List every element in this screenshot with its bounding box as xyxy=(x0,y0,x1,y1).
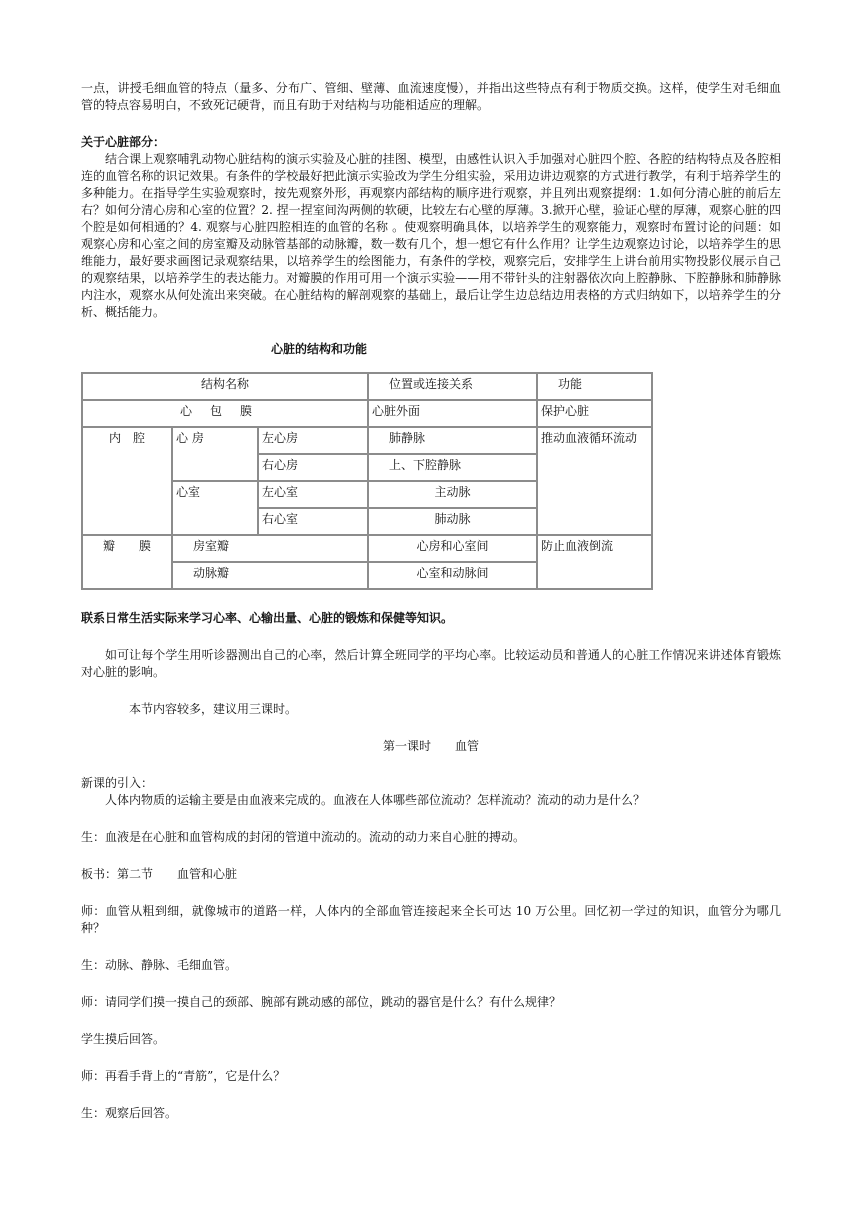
chamber-group-label: 内 腔 xyxy=(82,427,172,535)
header-function: 功能 xyxy=(537,373,652,400)
pericardium-name: 心包膜 xyxy=(179,404,270,418)
chamber-name: 右心房 xyxy=(258,454,368,481)
lesson-note: 本节内容较多，建议用三课时。 xyxy=(129,702,298,716)
intro-label: 新课的引入： xyxy=(81,776,154,790)
dialogue-line: 生：观察后回答。 xyxy=(81,1106,178,1120)
dialogue-line: 生：血液是在心脏和血管构成的封闭的管道中流动的。流动的动力来自心脏的搏动。 xyxy=(81,830,526,844)
dialogue-line: 师：请同学们摸一摸自己的颈部、腕部有跳动感的部位，跳动的器官是什么？有什么规律？ xyxy=(81,995,562,1009)
chamber-function: 推动血液循环流动 xyxy=(537,427,652,535)
daily-life-body: 如可让每个学生用听诊器测出自己的心率，然后计算全班同学的平均心率。比较运动员和普通人的心脏工作情况来讲述体育锻炼对心脏的影响。 xyxy=(81,648,781,679)
heart-section-heading: 关于心脏部分： xyxy=(81,135,166,149)
header-position: 位置或连接关系 xyxy=(368,373,537,400)
table-header-row xyxy=(82,373,652,400)
heart-section-body: 结合课上观察哺乳动物心脏结构的演示实验及心脏的挂图、模型，由感性认识入手加强对心脏四个腔、各腔的结构特点及各腔相连的血管名称的识记效果。有条件的学校最好把此演示实验改为学生分组实验，采用边讲边观察的方式进行教学，有利于培养学生的多种能力。在指导学生实验观察时，按先观察外形，再观察内部结构的顺序进行观察，并且列出观察提纲：1.如何分清心脏的前后左右？如何分清心房和心室的位置？2. 捏一捏室间沟两侧的软硬，比较左右心壁的厚薄。3.掀开心壁，验证心壁的厚薄，观察心脏的四个腔是如何相通的？4. 观察与心脏四腔相连的血管的名称 。使观察明确具体，以培养学生的观察能力，观察时布置讨论的问题：如观察心房和心室之间的房室瓣及动脉管基部的动脉瓣，数一数有几个，想一想它有什么作用？让学生边观察边讨论，以培养学生的思维能力，最好要求画图记录观察结果，以培养学生的绘图能力，有条件的学校，观察完后，安排学生上讲台前用实物投影仪展示自己的观察结果，以培养学生的表达能力。对瓣膜的作用可用一个演示实验——用不带针头的注射器依次向上腔静脉、下腔静脉和肺静脉内注水，观察水从何处流出来突破。在心脏结构的解剖观察的基础上，最后让学生边总结边用表格的方式归纳如下，以培养学生的分析、概括能力。 xyxy=(81,152,781,319)
valve-name: 动脉瓣 xyxy=(172,562,368,589)
dialogue-line: 板书：第二节 血管和心脏 xyxy=(81,867,238,881)
valve-name: 房室瓣 xyxy=(172,535,368,562)
valve-position: 心房和心室间 xyxy=(368,535,537,562)
lesson-title: 第一课时 血管 xyxy=(382,739,479,753)
ventricle-label: 心室 xyxy=(172,481,258,535)
table-caption: 心脏的结构和功能 xyxy=(271,342,368,356)
valve-function: 防止血液倒流 xyxy=(537,535,652,589)
dialogue-line: 生：动脉、静脉、毛细血管。 xyxy=(81,958,238,972)
chamber-name: 右心室 xyxy=(258,508,368,535)
table-row xyxy=(82,400,652,427)
table-row xyxy=(82,427,652,454)
chamber-name: 左心房 xyxy=(258,427,368,454)
chamber-connection: 肺静脉 xyxy=(368,427,537,454)
intro-tail-paragraph: 一点，讲授毛细血管的特点（量多、分布广、管细、壁薄、血流速度慢），并指出这些特点有利于物质交换。这样，使学生对毛细血管的特点容易明白，不致死记硬背，而且有助于对结构与功能相适应的理解。 xyxy=(81,81,781,112)
dialogue-line: 学生摸后回答。 xyxy=(81,1032,166,1046)
dialogue-line: 师：血管从粗到细，就像城市的道路一样，人体内的全部血管连接起来全长可达 10 万公里。回忆初一学过的知识，血管分为哪几种？ xyxy=(81,904,781,935)
pericardium-position: 心脏外面 xyxy=(368,400,537,427)
valve-group-label: 瓣 膜 xyxy=(82,535,172,589)
chamber-name: 左心室 xyxy=(258,481,368,508)
dialogue-line: 师：再看手背上的“青筋”，它是什么？ xyxy=(81,1069,286,1083)
chamber-connection: 肺动脉 xyxy=(368,508,537,535)
pericardium-function: 保护心脏 xyxy=(537,400,652,427)
heart-structure-table xyxy=(81,372,653,590)
header-structure: 结构名称 xyxy=(82,373,368,400)
chamber-connection: 上、下腔静脉 xyxy=(368,454,537,481)
document-page xyxy=(81,80,781,1122)
table-row xyxy=(82,535,652,562)
chamber-connection: 主动脉 xyxy=(368,481,537,508)
atrium-label: 心 房 xyxy=(172,427,258,481)
daily-life-heading: 联系日常生活实际来学习心率、心输出量、心脏的锻炼和保健等知识。 xyxy=(81,611,454,625)
valve-position: 心室和动脉间 xyxy=(368,562,537,589)
intro-question: 人体内物质的运输主要是由血液来完成的。血液在人体哪些部位流动？怎样流动？流动的动力是什么？ xyxy=(105,793,646,807)
